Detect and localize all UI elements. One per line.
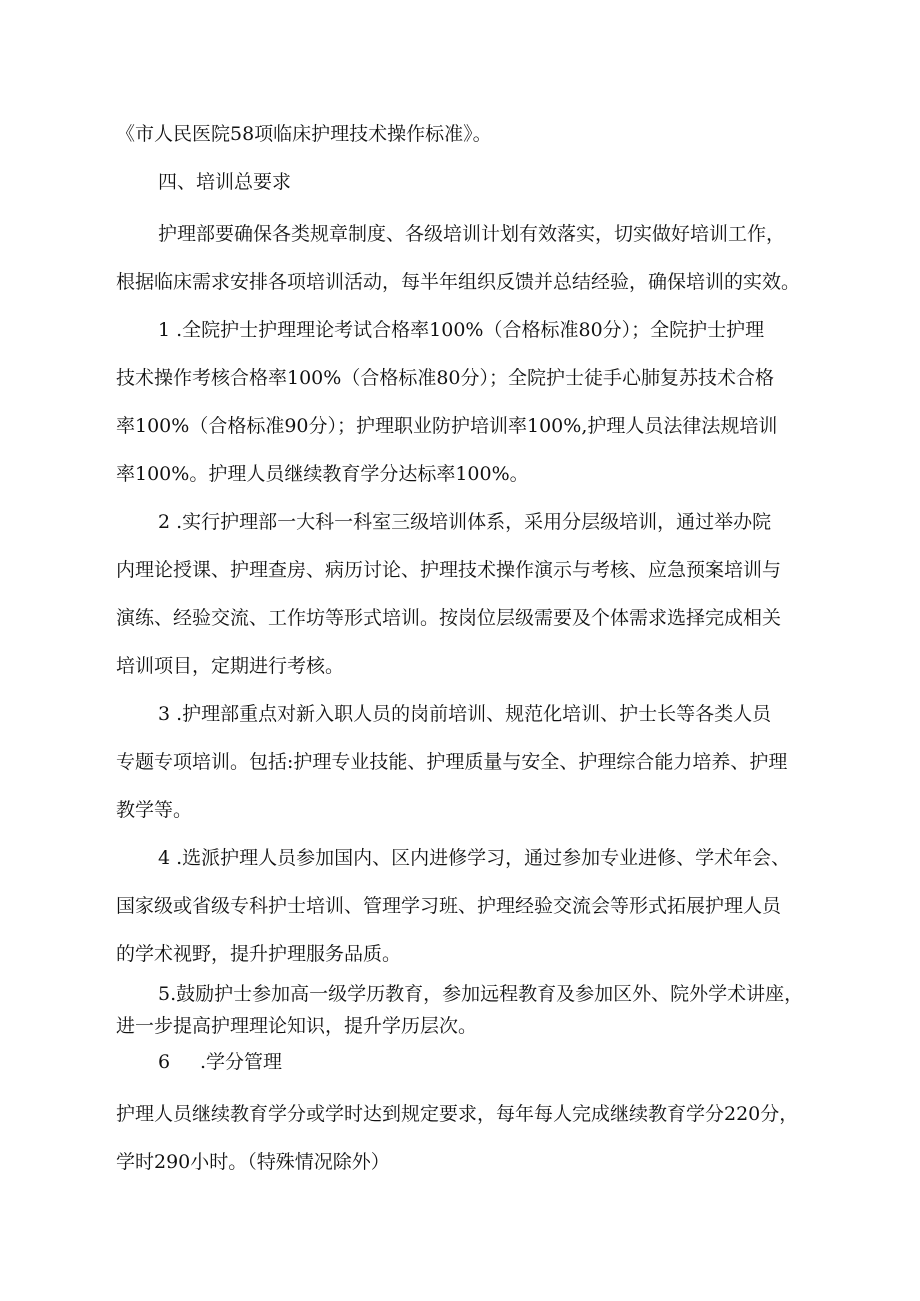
text-line: 3 .护理部重点对新入职人员的岗前培训、规范化培训、护士长等各类人员 xyxy=(158,703,772,725)
text-line: 率100%（合格标准90分）；护理职业防护培训率100%,护理人员法律法规培训 xyxy=(116,415,778,437)
text-line: 专题专项培训。包括:护理专业技能、护理质量与安全、护理综合能力培养、护理 xyxy=(116,751,788,773)
text-line: 护理部要确保各类规章制度、各级培训计划有效落实，切实做好培训工作， xyxy=(158,223,786,245)
item-number: 6 xyxy=(158,1051,171,1073)
text-line: 5.鼓励护士参加高一级学历教育，参加远程教育及参加区外、院外学术讲座， xyxy=(158,983,804,1005)
text-line: 技术操作考核合格率100%（合格标准80分）；全院护士徒手心肺复苏技术合格 xyxy=(116,367,774,389)
text-line: 进一步提高护理理论知识，提升学历层次。 xyxy=(116,1015,478,1037)
text-line: 学时290小时。（特殊情况除外） xyxy=(116,1151,390,1173)
text-line: 2 .实行护理部一大科一科室三级培训体系，采用分层级培训，通过举办院 xyxy=(158,511,772,533)
intro-paragraph xyxy=(116,210,826,306)
text-line: 护理人员继续教育学分或学时达到规定要求，每年每人完成继续教育学分220分， xyxy=(116,1103,799,1125)
list-item-2 xyxy=(116,498,826,690)
text-line: 率100%。护理人员继续教育学分达标率100%。 xyxy=(116,463,529,485)
list-item-5 xyxy=(116,978,826,1042)
text-line: 培训项目，定期进行考核。 xyxy=(116,655,345,677)
text-line: 的学术视野，提升护理服务品质。 xyxy=(116,943,402,965)
text-line: 《市人民医院58项临床护理技术操作标准》。 xyxy=(116,123,492,145)
text-line: 4 .选派护理人员参加国内、区内进修学习，通过参加专业进修、学术年会、 xyxy=(158,847,791,869)
list-item-6-heading xyxy=(158,1046,282,1078)
section-heading xyxy=(158,158,868,206)
text-line: 1 .全院护士护理理论考试合格率100%（合格标准80分）；全院护士护理 xyxy=(158,319,765,341)
text-line: 国家级或省级专科护士培训、管理学习班、护理经验交流会等形式拓展护理人员 xyxy=(116,895,782,917)
opening-line xyxy=(116,110,826,158)
item-title: .学分管理 xyxy=(200,1051,283,1073)
text-line: 演练、经验交流、工作坊等形式培训。按岗位层级需要及个体需求选择完成相关 xyxy=(116,607,782,629)
credit-paragraph xyxy=(116,1090,826,1186)
list-item-4 xyxy=(116,834,826,978)
text-line: 根据临床需求安排各项培训活动，每半年组织反馈并总结经验，确保培训的实效。 xyxy=(116,271,801,293)
list-item-1 xyxy=(116,306,826,498)
text-line: 四、培训总要求 xyxy=(158,171,292,193)
list-item-3 xyxy=(116,690,826,834)
text-line: 内理论授课、护理查房、病历讨论、护理技术操作演示与考核、应急预案培训与 xyxy=(116,559,782,581)
text-line: 教学等。 xyxy=(116,799,193,821)
